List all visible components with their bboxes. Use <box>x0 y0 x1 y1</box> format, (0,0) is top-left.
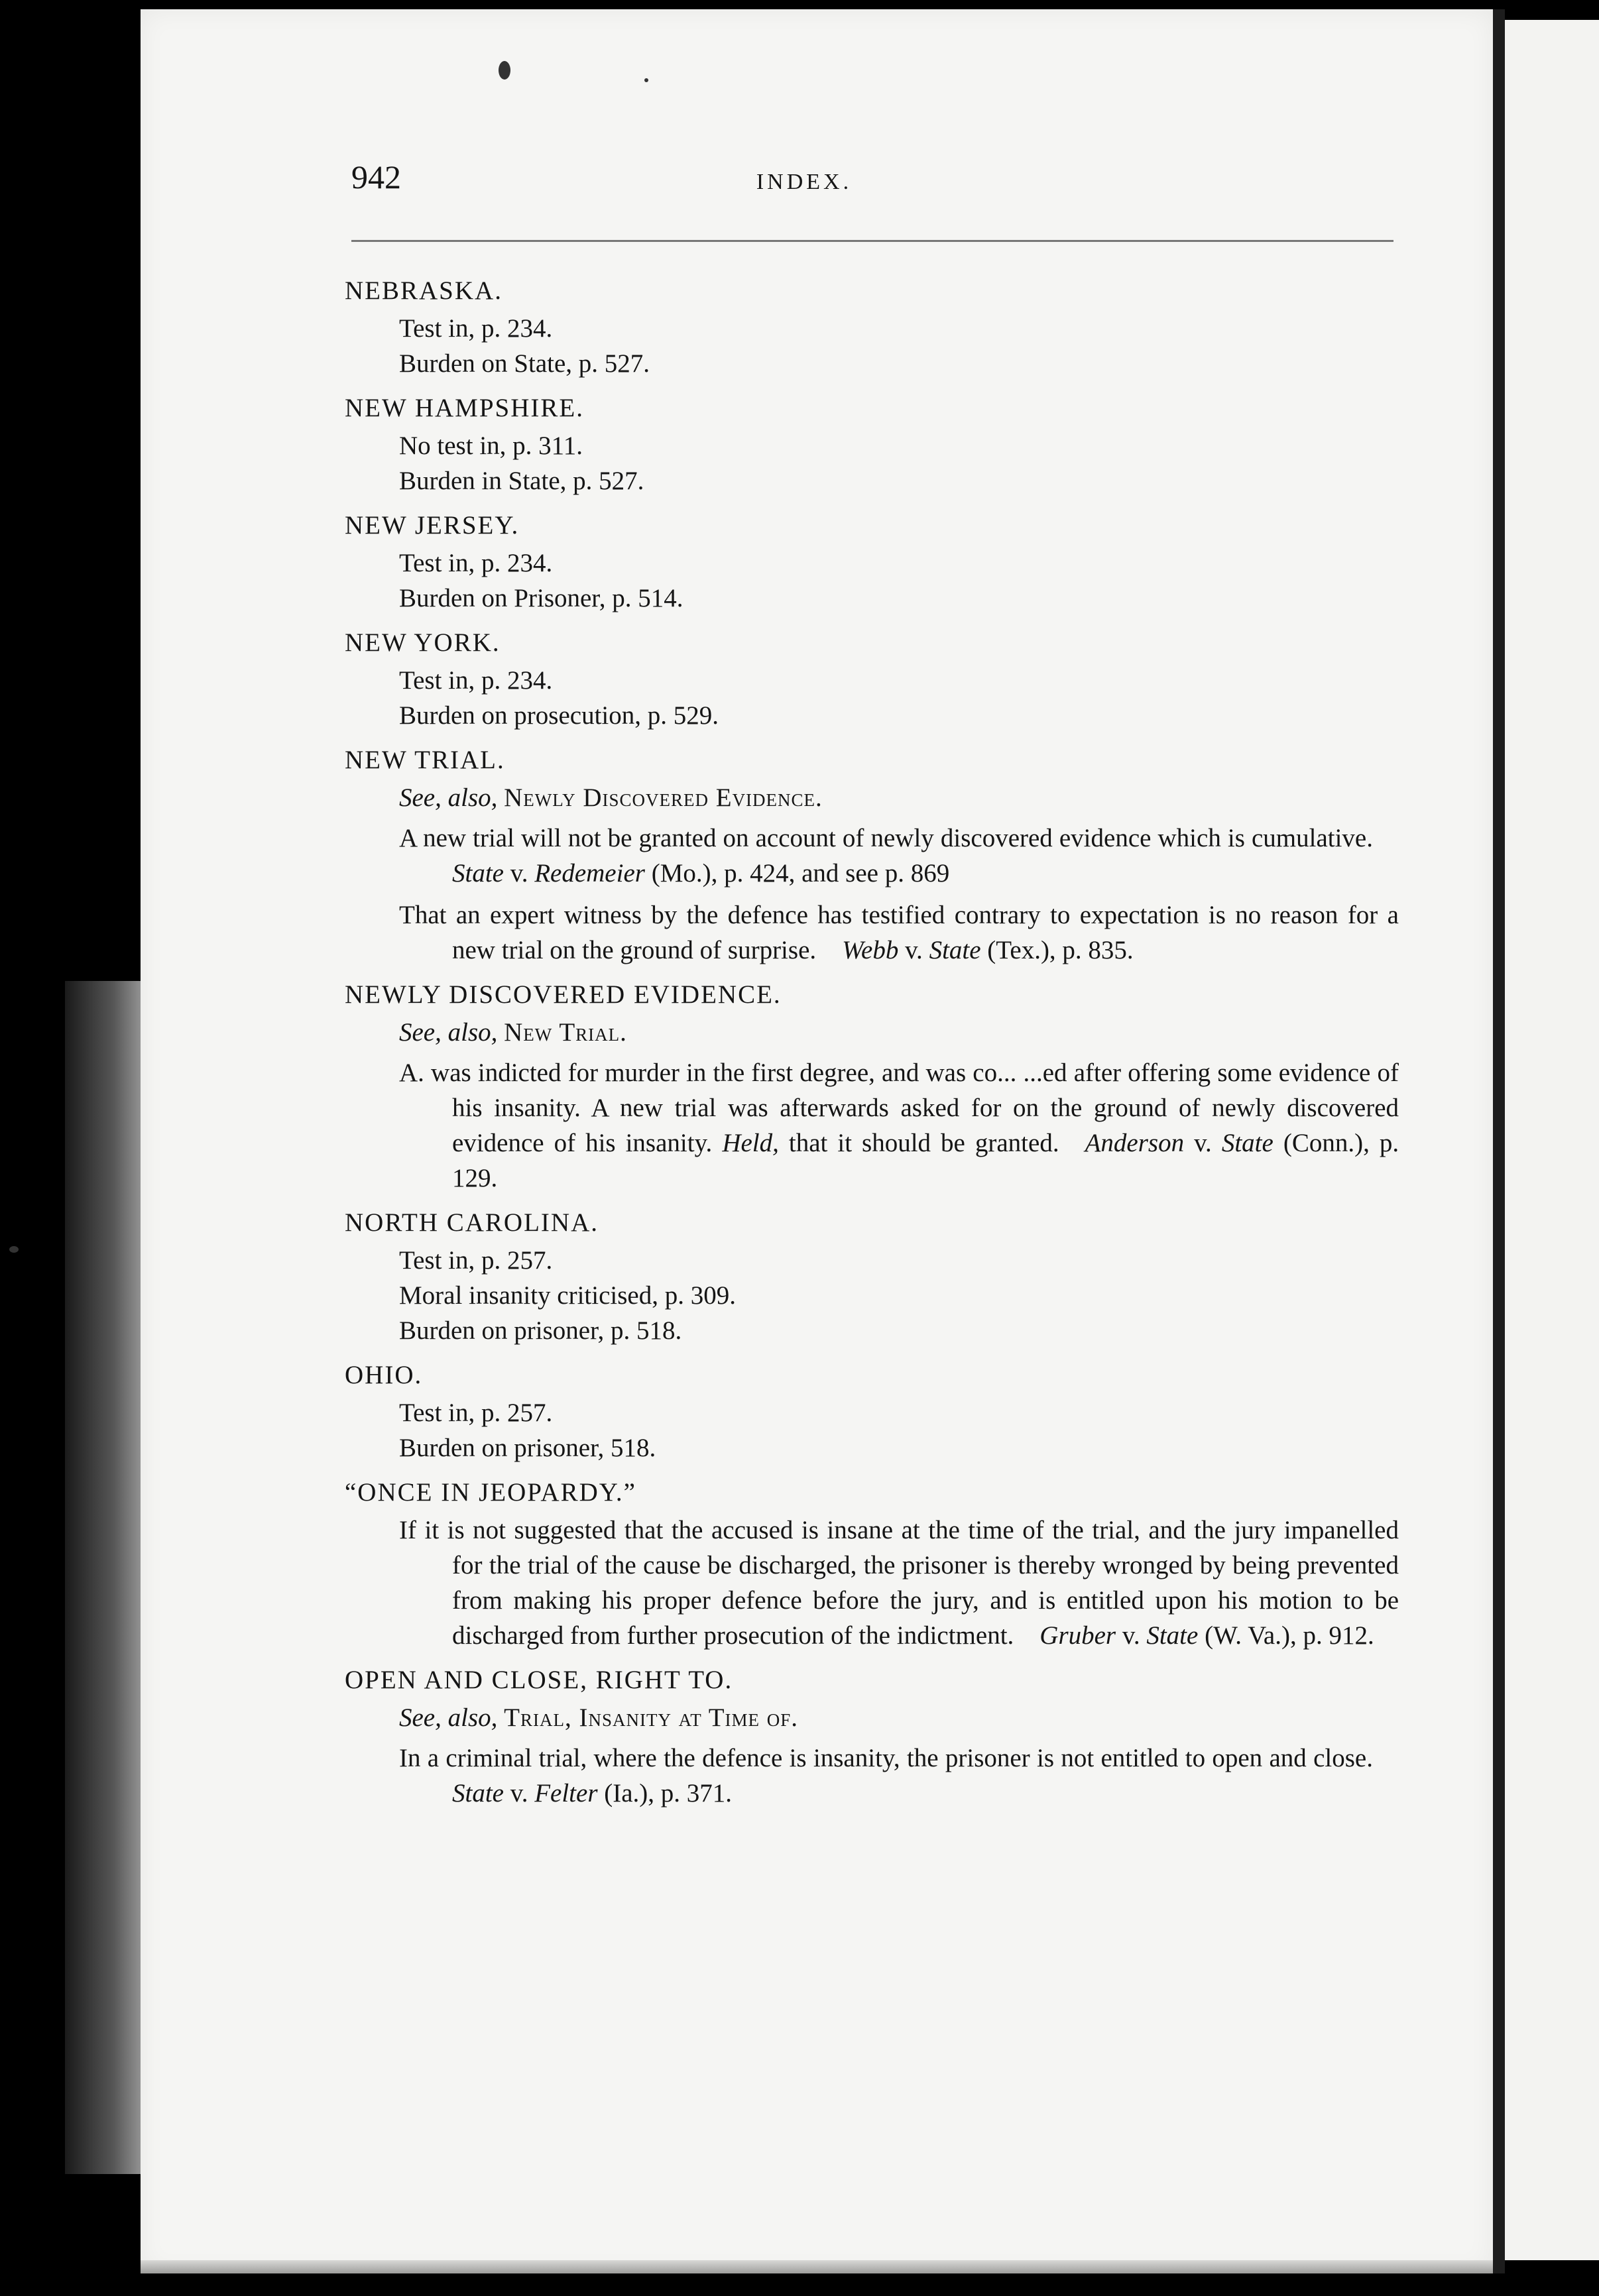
case-party: State <box>452 859 504 888</box>
case-versus: v. <box>510 859 528 888</box>
see-also-prefix: See, also, <box>399 783 498 812</box>
case-party: Webb <box>842 936 899 964</box>
index-entry <box>345 977 1399 1196</box>
entry-line: Moral insanity criticised, p. 309. <box>399 1281 736 1310</box>
held-text: that it should be granted. <box>788 1129 1059 1157</box>
entry-paragraph <box>345 897 1399 968</box>
index-entry <box>345 1205 1399 1348</box>
entry-line: Test in, p. 257. <box>399 1399 553 1427</box>
index-entry <box>345 625 1399 733</box>
case-versus: v. <box>1194 1129 1212 1157</box>
entry-heading: NEWLY DISCOVERED EVIDENCE. <box>345 980 782 1009</box>
case-party: Felter <box>534 1779 598 1808</box>
index-entry <box>345 390 1399 498</box>
entry-heading: NEBRASKA. <box>345 276 503 305</box>
paragraph-text: A new trial will not be granted on account of newly discovered evidence which is cumulative. <box>399 824 1373 852</box>
index-entry <box>345 1662 1399 1811</box>
entry-line: Test in, p. 257. <box>399 1246 553 1275</box>
paragraph-text: A. was indicted for murder in the first degree, and was co... ...ed after offering some evidence of his insanity. A new trial was afterwards asked for on the ground of newly discovered evidence of his insanity. <box>399 1059 1399 1157</box>
index-entry <box>345 742 1399 968</box>
ink-speck <box>499 61 510 80</box>
case-versus: v. <box>1122 1621 1140 1650</box>
entry-paragraph <box>345 821 1399 891</box>
paragraph-text: That an expert witness by the defence has testified contrary to expectation is no reason for a new trial on the ground of surprise. <box>399 901 1399 964</box>
case-citation: (Mo.), p. 424, and see p. 869 <box>651 859 950 888</box>
ink-speck <box>644 78 648 82</box>
entry-line: Test in, p. 234. <box>399 666 553 695</box>
header-rule <box>351 240 1393 242</box>
page-number: 942 <box>351 158 401 196</box>
entry-line: Burden in State, p. 527. <box>399 467 644 495</box>
case-party: Anderson <box>1085 1129 1185 1157</box>
see-also-prefix: See, also, <box>399 1703 498 1732</box>
entry-line: No test in, p. 311. <box>399 431 583 460</box>
see-also-target: Newly Discovered Evidence. <box>504 783 823 812</box>
see-also-reference <box>345 1015 1399 1050</box>
case-versus: v. <box>905 936 923 964</box>
case-citation: (Tex.), p. 835. <box>987 936 1134 964</box>
entry-line: Burden on prisoner, 518. <box>399 1434 656 1462</box>
entry-heading: NEW TRIAL. <box>345 746 505 774</box>
entry-line: Burden on State, p. 527. <box>399 349 650 378</box>
entry-heading: “ONCE IN JEOPARDY.” <box>345 1478 636 1507</box>
index-content <box>345 273 1399 1820</box>
index-entry <box>345 1475 1399 1653</box>
page-bottom-edge <box>141 2260 1493 2273</box>
entry-line: Burden on Prisoner, p. 514. <box>399 584 683 612</box>
case-party: State <box>1221 1129 1273 1157</box>
case-party: Redemeier <box>534 859 645 888</box>
entry-line: Test in, p. 234. <box>399 314 553 343</box>
see-also-target: New Trial. <box>504 1018 627 1047</box>
entry-line: Burden on prisoner, p. 518. <box>399 1316 682 1345</box>
see-also-reference <box>345 1700 1399 1735</box>
entry-heading: OPEN AND CLOSE, RIGHT TO. <box>345 1666 733 1694</box>
entry-paragraph <box>345 1513 1399 1653</box>
case-party: State <box>452 1779 504 1808</box>
entry-paragraph <box>345 1741 1399 1811</box>
see-also-target: Trial, Insanity at Time of. <box>504 1703 799 1732</box>
index-entry <box>345 1357 1399 1465</box>
entry-heading: NORTH CAROLINA. <box>345 1208 599 1237</box>
entry-line: Burden on prosecution, p. 529. <box>399 701 719 730</box>
entry-paragraph <box>345 1055 1399 1196</box>
case-citation: (W. Va.), p. 912. <box>1205 1621 1374 1650</box>
case-party: State <box>1146 1621 1199 1650</box>
page-header <box>211 158 1397 204</box>
see-also-reference <box>345 780 1399 815</box>
entry-heading: NEW YORK. <box>345 628 501 657</box>
ink-speck <box>9 1246 19 1253</box>
paragraph-text: If it is not suggested that the accused is insane at the time of the trial, and the jury impanelled for the trial of the cause be discharged, the prisoner is thereby wronged by being prevented from making his proper defence before the jury, and is entitled upon his motion to be discharged from further prosecution of the indictment. <box>399 1516 1399 1650</box>
held-label: Held, <box>722 1129 779 1157</box>
page-gutter <box>1493 9 1505 2273</box>
entry-heading: NEW JERSEY. <box>345 511 520 540</box>
case-versus: v. <box>510 1779 528 1808</box>
entry-heading: NEW HAMPSHIRE. <box>345 394 584 422</box>
paragraph-text: In a criminal trial, where the defence is insanity, the prisoner is not entitled to open and close. <box>399 1744 1373 1772</box>
case-citation: (Ia.), p. 371. <box>604 1779 733 1808</box>
see-also-prefix: See, also, <box>399 1018 498 1047</box>
case-party: State <box>929 936 981 964</box>
index-entry <box>345 508 1399 616</box>
entry-heading: OHIO. <box>345 1361 423 1389</box>
entry-line: Test in, p. 234. <box>399 549 553 577</box>
page-edge-shadow <box>65 981 145 2174</box>
case-party: Gruber <box>1039 1621 1116 1650</box>
running-head: INDEX. <box>756 170 853 194</box>
adjacent-page <box>1505 20 1599 2260</box>
case-citation: (Conn.), p. 129. <box>452 1129 1399 1192</box>
index-entry <box>345 273 1399 381</box>
